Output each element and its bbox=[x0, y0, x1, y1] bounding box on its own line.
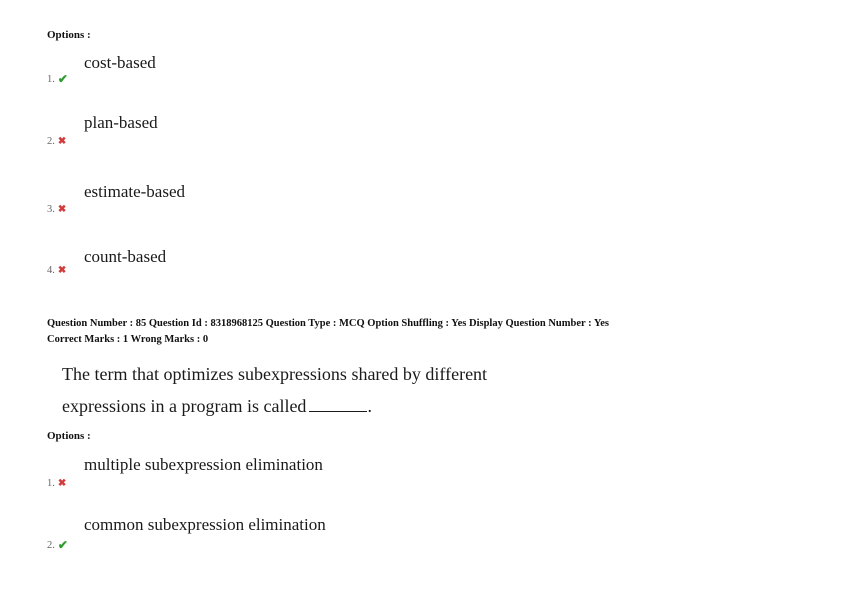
option-num-label: 2. bbox=[47, 136, 55, 147]
option-number-3 bbox=[47, 204, 66, 215]
question-text-line1: The term that optimizes subexpressions shared by different bbox=[62, 364, 488, 384]
option-num-label: 4. bbox=[47, 265, 55, 276]
option-text-2: common subexpression elimination bbox=[84, 515, 326, 534]
option-number-2 bbox=[47, 538, 68, 553]
option-text-1: multiple subexpression elimination bbox=[84, 455, 323, 474]
option-number-1 bbox=[47, 72, 68, 87]
option-text-1: cost-based bbox=[84, 53, 156, 72]
check-icon: ✔ bbox=[57, 72, 68, 86]
option-number-4 bbox=[47, 265, 66, 276]
cross-icon: ✖ bbox=[57, 136, 67, 147]
question-text-period: . bbox=[367, 396, 372, 416]
question-text-main: expressions in a program is called bbox=[62, 396, 307, 416]
question-marks: Correct Marks : 1 Wrong Marks : 0 bbox=[47, 334, 209, 345]
question-meta: Question Number : 85 Question Id : 8318968125 Question Type : MCQ Option Shuffling : Yes Display Question Number : Yes bbox=[47, 318, 610, 329]
option-number-2 bbox=[47, 136, 66, 147]
answer-blank bbox=[309, 397, 367, 412]
cross-icon: ✖ bbox=[57, 478, 67, 489]
option-text-2: plan-based bbox=[84, 113, 158, 132]
option-text-4: count-based bbox=[84, 247, 167, 266]
check-icon: ✔ bbox=[57, 538, 68, 552]
cross-icon: ✖ bbox=[57, 204, 67, 215]
option-num-label: 1. bbox=[47, 74, 55, 85]
cross-icon: ✖ bbox=[57, 265, 67, 276]
options-label: Options : bbox=[47, 29, 91, 41]
question-text-line2 bbox=[62, 396, 372, 417]
option-number-1 bbox=[47, 478, 66, 489]
option-num-label: 2. bbox=[47, 540, 55, 551]
options-label: Options : bbox=[47, 430, 91, 442]
option-num-label: 1. bbox=[47, 478, 55, 489]
option-text-3: estimate-based bbox=[84, 182, 186, 201]
option-num-label: 3. bbox=[47, 204, 55, 215]
